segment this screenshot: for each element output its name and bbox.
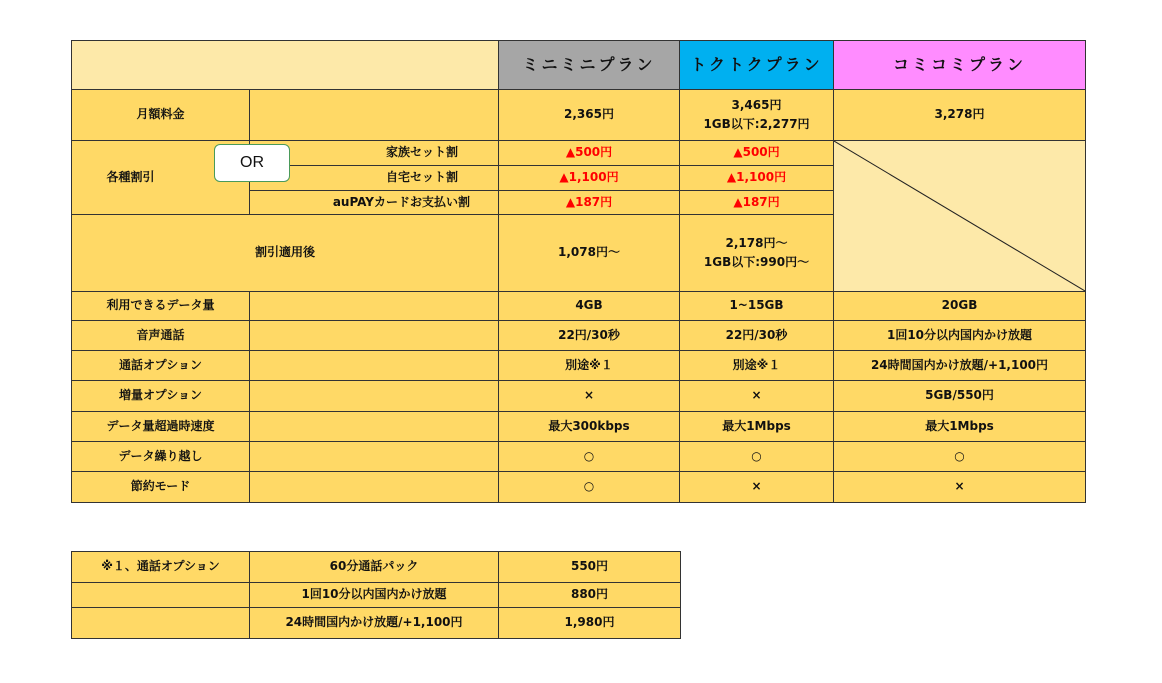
option-name: 1回10分以内国内かけ放題: [250, 583, 499, 608]
plan-comparison-table: [71, 40, 1086, 503]
monthly-fee-spacer: [250, 90, 499, 141]
saving-mode-label: 節約モード: [72, 472, 250, 503]
discount-family-toku: ▲500円: [680, 141, 834, 166]
carryover-mini: ○: [499, 442, 680, 472]
header-empty-cell: [72, 41, 499, 90]
carryover-toku: ○: [680, 442, 834, 472]
after-discount-toku-main: 2,178円～: [725, 235, 788, 250]
monthly-fee-komi: 3,278円: [834, 90, 1086, 141]
discount-aupay-mini: ▲187円: [499, 191, 680, 215]
discount-home-mini: ▲1,100円: [499, 166, 680, 191]
call-option-toku: 別途※１: [680, 351, 834, 381]
call-option-mini: 別途※１: [499, 351, 680, 381]
discount-home-label: 自宅セット割: [250, 166, 499, 191]
discounts-label-text: 各種割引: [106, 169, 155, 184]
option-row: [72, 552, 681, 583]
carryover-label: データ繰り越し: [72, 442, 250, 472]
monthly-fee-row: [72, 90, 1086, 141]
voice-label: 音声通話: [72, 321, 250, 351]
speed-toku: 最大1Mbps: [680, 412, 834, 442]
add-option-row: [72, 381, 1086, 412]
saving-mode-mini: ○: [499, 472, 680, 503]
speed-mini: 最大300kbps: [499, 412, 680, 442]
data-row: [72, 292, 1086, 321]
saving-mode-spacer: [250, 472, 499, 503]
add-option-mini: ×: [499, 381, 680, 412]
add-option-komi: 5GB/550円: [834, 381, 1086, 412]
monthly-fee-label: 月額料金: [72, 90, 250, 141]
voice-row: [72, 321, 1086, 351]
or-callout: OR: [214, 144, 290, 182]
option-name: 24時間国内かけ放題/+1,100円: [250, 608, 499, 639]
call-option-komi: 24時間国内かけ放題/+1,100円: [834, 351, 1086, 381]
speed-label: データ量超過時速度: [72, 412, 250, 442]
header-row: [72, 41, 1086, 90]
discount-home-toku: ▲1,100円: [680, 166, 834, 191]
discount-aupay-label: auPAYカードお支払い割: [250, 191, 499, 215]
data-komi: 20GB: [834, 292, 1086, 321]
discount-family-mini: ▲500円: [499, 141, 680, 166]
voice-toku: 22円/30秒: [680, 321, 834, 351]
plan-header-toku: トクトクプラン: [680, 41, 834, 90]
option-price: 550円: [499, 552, 681, 583]
call-option-spacer: [250, 351, 499, 381]
carryover-row: [72, 442, 1086, 472]
add-option-spacer: [250, 381, 499, 412]
speed-spacer: [250, 412, 499, 442]
voice-komi: 1回10分以内国内かけ放題: [834, 321, 1086, 351]
data-toku: 1~15GB: [680, 292, 834, 321]
saving-mode-row: [72, 472, 1086, 503]
after-discount-toku-low: 1GB以下:990円～: [703, 255, 810, 269]
voice-mini: 22円/30秒: [499, 321, 680, 351]
speed-komi: 最大1Mbps: [834, 412, 1086, 442]
monthly-fee-toku-low: 1GB以下:2,277円: [703, 117, 810, 131]
option-header: ※１、通話オプション: [72, 552, 250, 583]
plan-header-mini: ミニミニプラン: [499, 41, 680, 90]
call-option-label: 通話オプション: [72, 351, 250, 381]
after-discount-label: 割引適用後: [72, 215, 499, 292]
carryover-spacer: [250, 442, 499, 472]
discount-aupay-toku: ▲187円: [680, 191, 834, 215]
option-row: [72, 608, 681, 639]
komi-discount-na-cell: [834, 141, 1086, 292]
add-option-toku: ×: [680, 381, 834, 412]
monthly-fee-toku: [680, 90, 834, 141]
saving-mode-toku: ×: [680, 472, 834, 503]
option-price: 1,980円: [499, 608, 681, 639]
monthly-fee-toku-main: 3,465円: [731, 97, 782, 112]
option-price: 880円: [499, 583, 681, 608]
call-option-table: [71, 551, 681, 639]
option-header-empty: [72, 583, 250, 608]
carryover-komi: ○: [834, 442, 1086, 472]
diagonal-line: [834, 141, 1085, 291]
data-label: 利用できるデータ量: [72, 292, 250, 321]
plan-header-komi: コミコミプラン: [834, 41, 1086, 90]
discount-family-label: 家族セット割: [250, 141, 499, 166]
speed-row: [72, 412, 1086, 442]
after-discount-toku: [680, 215, 834, 292]
option-name: 60分通話パック: [250, 552, 499, 583]
after-discount-mini: 1,078円～: [499, 215, 680, 292]
saving-mode-komi: ×: [834, 472, 1086, 503]
add-option-label: 増量オプション: [72, 381, 250, 412]
data-spacer: [250, 292, 499, 321]
option-row: [72, 583, 681, 608]
option-header-empty: [72, 608, 250, 639]
monthly-fee-mini: 2,365円: [499, 90, 680, 141]
data-mini: 4GB: [499, 292, 680, 321]
voice-spacer: [250, 321, 499, 351]
call-option-row: [72, 351, 1086, 381]
